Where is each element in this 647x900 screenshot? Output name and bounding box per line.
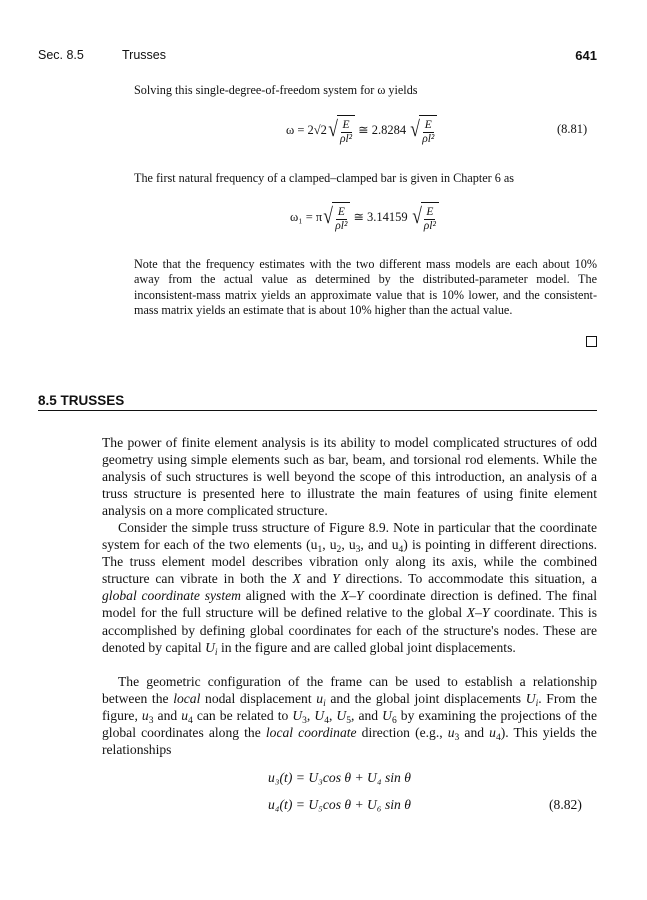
paragraph-2: Consider the simple truss structure of Figure 8.9. Note in particular that the coordinate system for each of the two elements ($u_1$, $u_2$, $u_3$, and $u_4$) is pointing in different directions. The truss element model describes vibration only along its axis, while the combined structure can vibrate in both the X and Y directions. To accommodate this situation, a global coordinate system aligned with the X–Y coordinate direction is defined. The final model for the full structure will be defined relative to the global X–Y coordinate. This is accomplished by defining global coordinates for each of the structure's nodes. These are denoted by capital $U_i$ in the figure and are called global joint displacements. (102, 520, 598, 658)
eq-number-8-81: (8.81) (557, 122, 588, 136)
omega1-fraction-2: $\frac{E}{\text{ρl²}}$ (423, 205, 436, 232)
paragraph-1: The power of finite element analysis is its ability to model complicated structures of odd geometry using simple elements such as bar, beam, and torsional rod elements. While the analysis of such structures is well beyond the scope of this introduction, an analysis of a truss structure is presented here to illustrate the main features of using finite element analysis on a more complicated structure. (102, 435, 597, 519)
natural-frequency-intro: The first natural frequency of a clamped–clamped bar is given in Chapter 6 as (134, 171, 515, 185)
section-heading: 8.5 TRUSSES (38, 393, 125, 408)
omega1-fraction-1: $\frac{E}{\text{ρl²}}$ (335, 205, 348, 232)
note-paragraph: Note that the frequency estimates with the two different mass models are each about 10% away from the actual value as determined by the distributed-parameter model. The inconsistent-mass matrix yields an approximate value that is 10% lower, and the consistent-mass matrix yields an estimate that is about 10% higher than the actual value. (134, 257, 597, 318)
radical-sign: √ (411, 202, 422, 228)
section-rule (38, 410, 597, 411)
eq-8-82-line-1: u₃(t) = U₃cos θ + U₄ sin θ (268, 770, 411, 785)
eq-8-81-lhs: ω = 2√2 (286, 122, 327, 137)
equation-8-81 (286, 113, 437, 147)
equation-omega-1 (290, 200, 439, 234)
omega1-radical-2 (411, 202, 439, 233)
page-number: 641 (575, 48, 597, 63)
eq-8-81-fraction-2: $\frac{E}{\text{ρl²}}$ (422, 118, 435, 145)
eq-8-81-radical-1 (327, 115, 355, 146)
running-header-section: Sec. 8.5 (38, 48, 84, 62)
eq-8-81-fraction-1: $\frac{E}{\text{ρl²}}$ (339, 118, 353, 145)
running-header-title: Trusses (122, 48, 166, 62)
omega1-approx: ≅ 3.14159 (353, 210, 408, 224)
paragraph-3: The geometric configuration of the frame can be used to establish a relationship between the local nodal displacement $u_i$ and the global joint displacements $U_i$. From the figure, $u_3$ and $u_4$ can be related to $U_3$, $U_4$, $U_5$, and $U_6$ by examining the projections of the global coordinates along the local coordinate direction (e.g., $u_3$ and $u_4$). This yields the relationships (102, 674, 597, 758)
omega1-radical-1 (322, 202, 350, 233)
eq-number-8-82: (8.82) (549, 797, 582, 812)
eq-8-81-radical-2 (409, 115, 437, 146)
radical-sign: √ (323, 202, 334, 228)
radical-sign: √ (328, 115, 338, 141)
omega1-lhs: ω₁ = π (290, 209, 323, 224)
eq-8-82-line-2: u₄(t) = U₅cos θ + U₆ sin θ (268, 797, 411, 812)
radical-sign: √ (410, 115, 420, 141)
intro-text: Solving this single-degree-of-freedom system for ω yields (134, 83, 418, 97)
eq-8-81-approx: ≅ 2.8284 (358, 123, 407, 137)
end-of-example-box (586, 336, 597, 347)
